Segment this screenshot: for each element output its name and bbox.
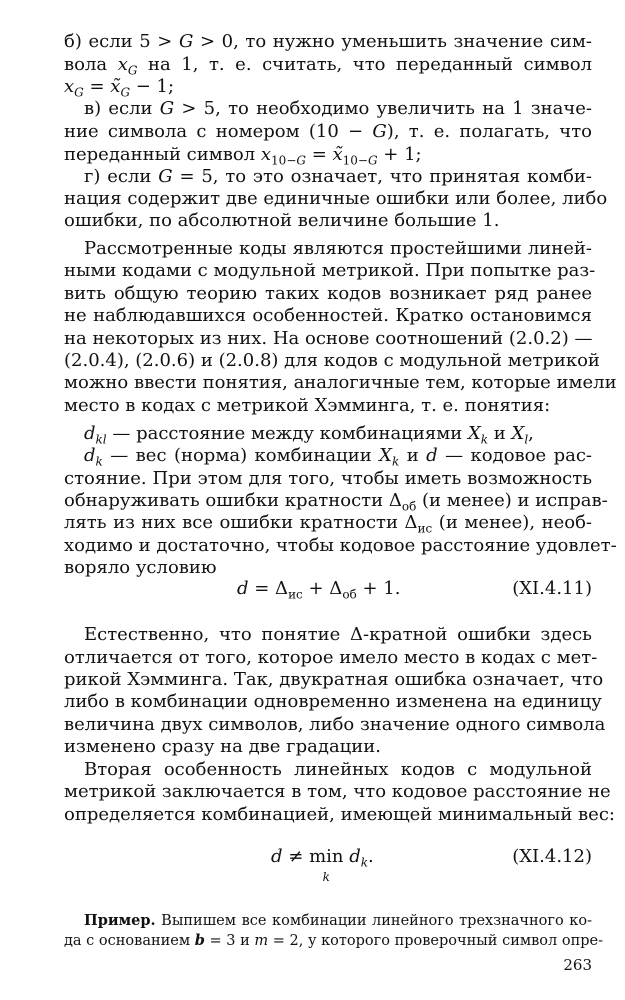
- text-line: [64, 781, 611, 803]
- line-text: Рассмотренные коды являются простейшими линей-: [84, 238, 592, 259]
- text-line: $d_k$ — вес (норма) комбинации $X_k$ и d — кодовое рас-: [84, 445, 592, 469]
- text-line: $x_G$ = $x̃_G - 1$;: [64, 76, 175, 100]
- text-line: [64, 736, 592, 758]
- text-line: [84, 238, 592, 260]
- text-line: обнаруживать ошибки кратности $\Delta_{об}$ (и менее) и исправ-: [64, 490, 608, 514]
- formula-number: (XI.4.11): [512, 578, 592, 599]
- text-line: вола $x_G$ на 1, т. е. считать, что переданный символ: [64, 54, 593, 78]
- line-text: место в кодах с метрикой Хэмминга, т. е. понятия:: [64, 395, 551, 416]
- line-text: Естественно, что понятие Δ-кратной ошибки здесь: [84, 624, 592, 645]
- text-line: переданный символ $x_{10-G}$ = $x̃_{10-G} + 1$;: [64, 144, 422, 168]
- text-line: [64, 395, 592, 417]
- line-text: вить общую теорию таких кодов возникает ряд ранее: [64, 283, 592, 304]
- formula-xi-4-11: $d = \Delta_{ис} + \Delta_{об} + 1$.: [237, 578, 401, 602]
- text-line: г) если G = 5, то это означает, что принятая комби-: [84, 166, 593, 187]
- text-line: [64, 372, 617, 394]
- line-text: определяется комбинацией, имеющей минимальный вес:: [64, 804, 615, 825]
- line-text: рикой Хэмминга. Так, двукратная ошибка означает, что: [64, 669, 604, 690]
- text-line: [64, 535, 617, 557]
- text-line: [64, 468, 592, 490]
- text-line: [64, 328, 592, 350]
- text-line: [64, 557, 592, 579]
- line-text: Вторая особенность линейных кодов с модульной: [84, 759, 592, 780]
- line-text: ошибки, по абсолютной величине большие 1.: [64, 210, 500, 231]
- text-line: [64, 804, 615, 826]
- text-line: [64, 260, 596, 282]
- text-line: в) если G > 5, то необходимо увеличить на 1 значе-: [84, 98, 592, 119]
- text-line: лять из них все ошибки кратности $\Delta_{ис}$ (и менее), необ-: [64, 512, 592, 536]
- line-text: можно ввести понятия, аналогичные тем, которые имели: [64, 372, 617, 393]
- text-line: [64, 714, 606, 736]
- text-line: [64, 350, 600, 372]
- text-line: [64, 283, 592, 305]
- line-text: ходимо и достаточно, чтобы кодовое расстояние удовлет-: [64, 535, 617, 556]
- text-line: [64, 305, 592, 327]
- text-line: [64, 188, 608, 210]
- line-text: ными кодами с модульной метрикой. При попытке раз-: [64, 260, 596, 281]
- line-text: отличается от того, которое имело место в кодах с мет-: [64, 647, 598, 668]
- text-line: $d_{kl}$ — расстояние между комбинациями $X_k$ и $X_l$,: [84, 423, 534, 447]
- formula-number: (XI.4.12): [512, 846, 592, 867]
- line-text: либо в комбинации одновременно изменена на единицу: [64, 691, 602, 712]
- line-text: (2.0.4), (2.0.6) и (2.0.8) для кодов с модульной метрикой: [64, 350, 600, 371]
- line-text: воряло условию: [64, 557, 217, 578]
- example-label: Пример.: [84, 912, 156, 929]
- text-line: ние символа с номером (10 − G), т. е. полагать, что: [64, 121, 592, 142]
- line-text: величина двух символов, либо значение одного символа: [64, 714, 606, 735]
- line-text: стояние. При этом для того, чтобы иметь возможность: [64, 468, 592, 489]
- line-text: не наблюдавшихся особенностей. Кратко остановимся: [64, 305, 592, 326]
- example-line: да с основанием b = 3 и m = 2, у которого проверочный символ опре-: [64, 932, 604, 949]
- text-line: [64, 669, 604, 691]
- formula-xi-4-12: d ≠ min k $d_k$.: [271, 846, 374, 884]
- text-line: [64, 647, 598, 669]
- page-number: 263: [563, 956, 592, 974]
- line-text: изменено сразу на две градации.: [64, 736, 381, 757]
- example-line: Пример. Выпишем все комбинации линейного трехзначного ко-: [84, 912, 592, 929]
- text-line: [84, 624, 592, 646]
- line-text: нация содержит две единичные ошибки или более, либо: [64, 188, 608, 209]
- text-line: [84, 759, 592, 781]
- line-text: метрикой заключается в том, что кодовое расстояние не: [64, 781, 611, 802]
- text-line: б) если 5 > G > 0, то нужно уменьшить значение сим-: [64, 31, 592, 52]
- line-text: на некоторых из них. На основе соотношений (2.0.2) —: [64, 328, 593, 349]
- text-line: [64, 691, 602, 713]
- text-line: [64, 210, 592, 232]
